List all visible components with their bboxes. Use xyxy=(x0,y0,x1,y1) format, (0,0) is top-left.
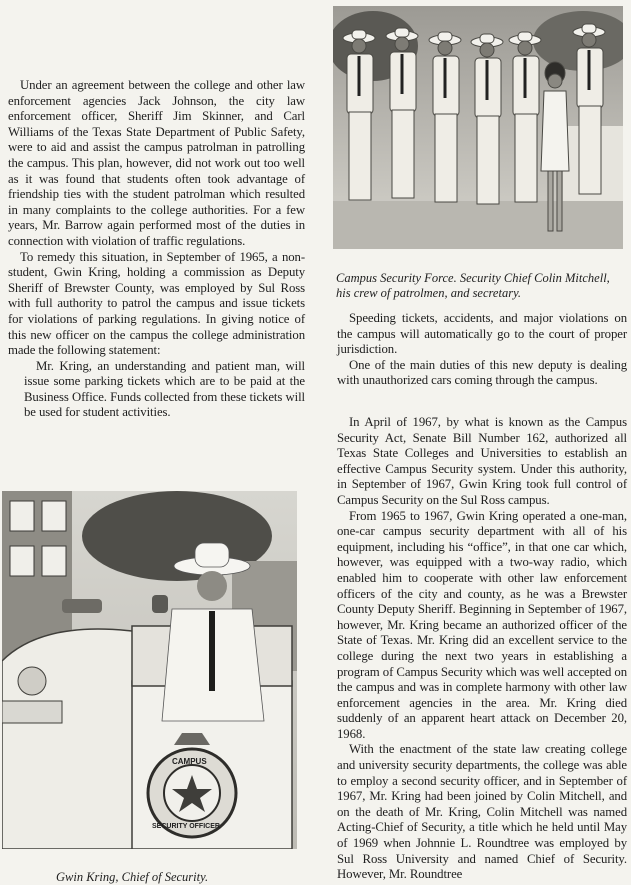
paragraph-security-act: In April of 1967, by what is known as the Campus Security Act, Senate Bill Number 162, authorized all Texas State Colleges and Universities to establish an effective Campus Security system. Under this authority, in September of 1967, Gwin Kring took full control of Campus Security on the Sul Ross campus. xyxy=(337,415,627,507)
badge-label-bottom: SECURITY OFFICER xyxy=(152,823,220,830)
gwin-kring-photo xyxy=(2,491,297,849)
security-force-caption: Campus Security Force. Security Chief Colin Mitchell, his crew of patrolmen, and secretary. xyxy=(336,270,610,300)
badge-label-top: CAMPUS xyxy=(172,757,207,766)
paragraph-second-officer: With the enactment of the state law creating college and university security departments, the college was able to employ a second security officer, and in September of 1967, Mr. Kring had been joined by Colin Mitchell, and on the death of Mr. Kring, Colin Mitchell was named Acting-Chief of Security, a title which he held until May of 1969 when Johnnie L. Roundtree was employed by Sul Ross University and named Chief of Security. However, Mr. Roundtree xyxy=(337,742,627,882)
security-force-photo xyxy=(333,6,623,249)
paragraph-main-duties: One of the main duties of this new deputy is dealing with unauthorized cars coming through the campus. xyxy=(337,357,627,388)
quoted-statement: Mr. Kring, an understanding and patient man, will issue some parking tickets which are to be paid at the Business Office. Funds collected from these tickets will be used for student activities. xyxy=(24,358,305,420)
paragraph-speeding: Speeding tickets, accidents, and major violations on the campus will automatically go to the court of proper jurisdiction. xyxy=(337,311,627,357)
paragraph-agreement: Under an agreement between the college and other law enforcement agencies Jack Johnson, the city law enforcement officer, Sheriff Jim Skinner, and Carl Williams of the Texas State Department of Public Safety, were to aid and assist the campus patrolman in patrolling the campus. This plan, however, did not work out too well as it was found that students often took advantage of friendship ties with the student patrolman which resulted in many complaints to the college authorities. For a few years, Mr. Barrow again performed most of the duties in connection with violation of traffic regulations. xyxy=(8,78,305,248)
left-column xyxy=(8,78,305,421)
paragraph-remedy: To remedy this situation, in September of 1965, a non-student, Gwin Kring, holding a commission as Deputy Sheriff of Brewster County, was employed by Sul Ross with full authority to patrol the campus and issue tickets for violations of parking regulations. In giving notice of this new officer on the campus the college administration made the following statement: xyxy=(8,249,305,358)
right-column-upper xyxy=(337,311,627,389)
paragraph-one-man-department: From 1965 to 1967, Gwin Kring operated a one-man, one-car campus security department with all of his equipment, including his “office”, in that one car which, however, was equipped with a two-way radio, which enabled him to cooperate with other law enforcement officers of the city and county, as he was a Brewster County Deputy Sheriff. Beginning in September of 1967, however, Mr. Kring became an authorized officer of the State of Texas. Mr. Kring did an excellent service to the college during the next two years in establishing a program of Campus Security which was well accepted on the campus and was in complete harmony with other law enforcement agencies in the area. Mr. Kring died suddenly of an apparent heart attack on December 20, 1968. xyxy=(337,508,627,741)
gwin-kring-caption: Gwin Kring, Chief of Security. xyxy=(56,869,209,884)
right-column-lower xyxy=(337,415,627,883)
